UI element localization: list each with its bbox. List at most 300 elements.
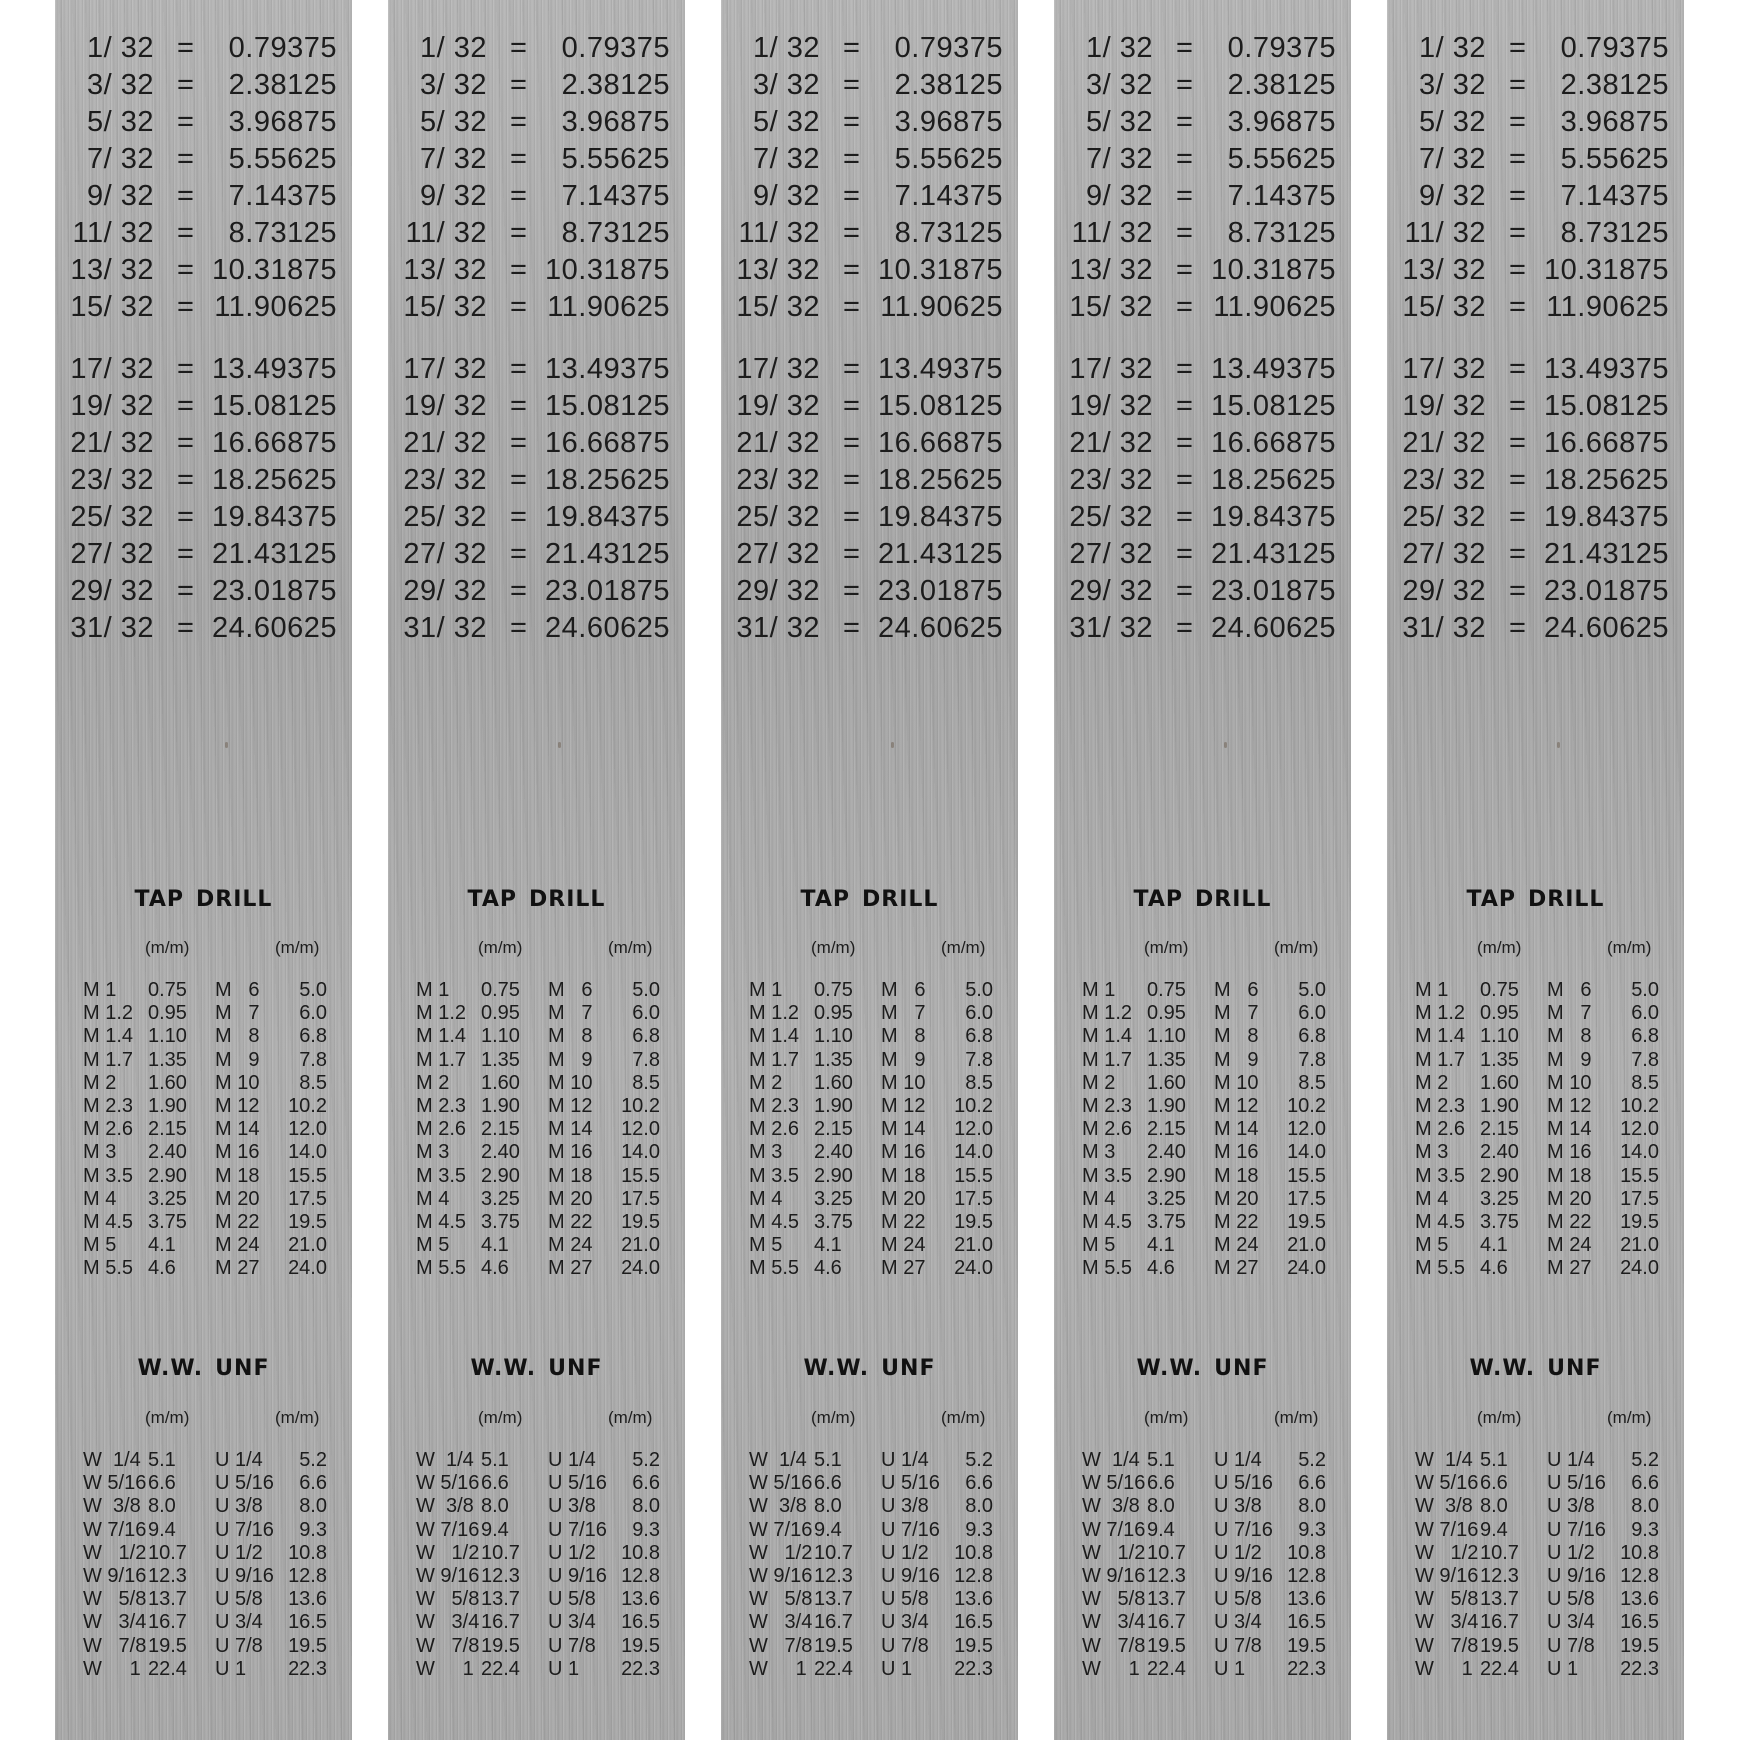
tap-drill-cell: 5.0	[1631, 979, 1659, 1001]
ww-unf-cell: 9.3	[299, 1518, 327, 1541]
ww-unf-cell: 16.5	[1287, 1611, 1326, 1634]
ww-unf-cell: W 7/8	[1415, 1634, 1479, 1657]
ww-unf-cell: 6.6	[1147, 1472, 1175, 1495]
tap-drill-row	[721, 1211, 1018, 1234]
millimeter-value: 16.66875	[212, 427, 337, 459]
millimeter-value: 8.73125	[894, 217, 1003, 249]
tap-drill-row	[1387, 1188, 1684, 1211]
equals-sign: =	[1176, 353, 1194, 385]
ww-unf-cell: U 7/16	[881, 1518, 940, 1541]
tap-drill-cell: 3.25	[1480, 1187, 1519, 1210]
tap-drill-cell: 4.6	[481, 1257, 509, 1280]
ruler-strip	[1054, 0, 1351, 1740]
tap-drill-cell: M 24	[881, 1234, 926, 1257]
fraction-value: 19/ 32	[403, 390, 487, 422]
ww-unf-cell: W 7/8	[749, 1634, 813, 1657]
ww-unf-cell: W 3/4	[416, 1611, 480, 1634]
tap-drill-cell: M 1	[1415, 979, 1449, 1001]
tap-drill-cell: M 5	[416, 1234, 450, 1257]
ww-unf-cell: 22.4	[814, 1657, 853, 1680]
tap-drill-cell: M 20	[1214, 1187, 1259, 1210]
tap-drill-cell: M 3.5	[83, 1164, 134, 1187]
millimeter-value: 10.31875	[1211, 254, 1336, 286]
tap-drill-cell: 3.25	[814, 1187, 853, 1210]
ww-unf-cell: W 3/4	[1082, 1611, 1146, 1634]
tap-drill-row	[55, 1188, 352, 1211]
tap-drill-cell: 15.5	[954, 1164, 993, 1187]
tap-drill-cell: M 22	[1214, 1211, 1259, 1233]
tap-drill-cell: 24.0	[1287, 1257, 1326, 1280]
fraction-value: 9/ 32	[1086, 180, 1153, 212]
tap-drill-cell: M 5.5	[1415, 1257, 1466, 1280]
fraction-value: 27/ 32	[1402, 538, 1486, 570]
tap-drill-cell: M 2.3	[1082, 1095, 1133, 1117]
tap-drill-cell: 6.8	[632, 1025, 660, 1048]
millimeter-value: 24.60625	[1211, 612, 1336, 644]
equals-sign: =	[510, 390, 528, 422]
fraction-value: 13/ 32	[1069, 254, 1153, 286]
tap-drill-cell: 1.35	[1147, 1048, 1186, 1071]
tap-drill-cell: M 16	[548, 1141, 593, 1164]
equals-sign: =	[1176, 538, 1194, 570]
ww-unf-row	[721, 1542, 1018, 1565]
fraction-value: 5/ 32	[1086, 106, 1153, 138]
equals-sign: =	[177, 353, 195, 385]
ww-unf-cell: 22.4	[148, 1657, 187, 1680]
ww-unf-cell: 19.5	[148, 1634, 187, 1657]
ww-unf-cell: U 1/4	[1547, 1449, 1595, 1471]
fraction-row	[1054, 141, 1351, 177]
tap-drill-cell: M 20	[1547, 1187, 1592, 1210]
fraction-value: 23/ 32	[70, 464, 154, 496]
ww-unf-row	[721, 1495, 1018, 1518]
ww-unf-cell: U 5/8	[548, 1588, 596, 1611]
fraction-value: 25/ 32	[1402, 501, 1486, 533]
fraction-row	[388, 462, 685, 498]
ww-unf-heading-a: W.W.	[803, 1356, 870, 1381]
equals-sign: =	[177, 575, 195, 607]
fraction-row	[55, 573, 352, 609]
fraction-value: 29/ 32	[403, 575, 487, 607]
tap-drill-cell: 15.5	[621, 1164, 660, 1187]
tap-drill-row	[721, 1234, 1018, 1257]
millimeter-value: 7.14375	[1560, 180, 1669, 212]
ww-unf-cell: 9.4	[1147, 1518, 1175, 1541]
tap-drill-cell: 2.90	[148, 1164, 187, 1187]
ww-unf-cell: 12.8	[954, 1565, 993, 1587]
ww-unf-cell: U 1/2	[548, 1541, 596, 1564]
tap-drill-cell: 2.90	[1480, 1164, 1519, 1187]
millimeter-value: 2.38125	[1227, 69, 1336, 101]
tap-drill-cell: M 14	[215, 1118, 260, 1141]
ww-unf-cell: U 3/8	[215, 1495, 263, 1518]
equals-sign: =	[1176, 575, 1194, 607]
fraction-value: 13/ 32	[403, 254, 487, 286]
fraction-value: 1/ 32	[87, 32, 154, 64]
fraction-row	[388, 388, 685, 424]
millimeter-value: 24.60625	[1544, 612, 1669, 644]
tap-drill-cell: M 10	[1214, 1071, 1259, 1094]
fraction-row	[388, 536, 685, 572]
fraction-row	[55, 215, 352, 251]
ww-unf-cell: 6.6	[299, 1472, 327, 1495]
ww-unf-cell: U 5/16	[1547, 1472, 1606, 1495]
tap-drill-cell: 10.2	[954, 1095, 993, 1117]
millimeter-value: 10.31875	[545, 254, 670, 286]
tap-drill-cell: 2.40	[1147, 1141, 1186, 1164]
millimeter-value: 7.14375	[561, 180, 670, 212]
equals-sign: =	[1509, 538, 1527, 570]
equals-sign: =	[1509, 291, 1527, 323]
tap-drill-cell: 24.0	[1620, 1257, 1659, 1280]
ww-unf-cell: 10.8	[954, 1541, 993, 1564]
equals-sign: =	[177, 501, 195, 533]
millimeter-value: 24.60625	[545, 612, 670, 644]
equals-sign: =	[1176, 180, 1194, 212]
tap-drill-cell: M 1.2	[416, 1002, 467, 1025]
tap-drill-cell: M 4	[83, 1187, 117, 1210]
ww-unit-left: (m/m)	[145, 1408, 190, 1427]
ww-unf-cell: 22.4	[1147, 1657, 1186, 1680]
tap-drill-cell: 14.0	[1287, 1141, 1326, 1164]
millimeter-value: 11.90625	[214, 291, 337, 323]
tap-drill-row	[55, 979, 352, 1002]
equals-sign: =	[510, 143, 528, 175]
millimeter-value: 3.96875	[1560, 106, 1669, 138]
millimeter-value: 7.14375	[228, 180, 337, 212]
tap-drill-cell: 0.75	[1147, 979, 1186, 1001]
ww-unf-cell: 6.6	[481, 1472, 509, 1495]
tap-drill-row	[55, 1211, 352, 1234]
ww-unf-cell: U 5/16	[881, 1472, 940, 1495]
fraction-row	[721, 252, 1018, 288]
tap-drill-cell: 3.25	[481, 1187, 520, 1210]
ww-unf-cell: 9.4	[481, 1518, 509, 1541]
fraction-value: 1/ 32	[1419, 32, 1486, 64]
tap-drill-cell: 10.2	[621, 1095, 660, 1117]
tap-drill-cell: M 1.4	[1415, 1025, 1466, 1048]
tap-drill-cell: 0.75	[1480, 979, 1519, 1001]
ww-unf-cell: W 5/16	[1082, 1472, 1146, 1495]
fraction-row	[1387, 610, 1684, 646]
fraction-row	[388, 289, 685, 325]
fraction-row	[1054, 289, 1351, 325]
tap-drill-cell: M 20	[548, 1187, 593, 1210]
millimeter-value: 23.01875	[1544, 575, 1669, 607]
tap-drill-cell: 12.0	[954, 1118, 993, 1141]
fraction-row	[1387, 30, 1684, 66]
ww-unf-row	[1054, 1658, 1351, 1681]
tap-drill-cell: M 1.7	[83, 1048, 134, 1071]
fraction-value: 11/ 32	[1071, 217, 1153, 249]
tap-drill-cell: 19.5	[954, 1211, 993, 1233]
ww-unf-row	[721, 1449, 1018, 1472]
ww-unf-row	[55, 1611, 352, 1634]
tap-drill-cell: M 9	[1214, 1048, 1259, 1071]
fraction-value: 3/ 32	[420, 69, 487, 101]
equals-sign: =	[1176, 501, 1194, 533]
tap-unit-left: (m/m)	[145, 938, 190, 957]
ww-unf-row	[55, 1542, 352, 1565]
tap-drill-cell: 15.5	[1287, 1164, 1326, 1187]
ww-unf-cell: 5.1	[1147, 1449, 1175, 1471]
tap-drill-cell: 4.6	[814, 1257, 842, 1280]
tap-drill-cell: M 16	[881, 1141, 926, 1164]
fraction-row	[1387, 499, 1684, 535]
millimeter-value: 13.49375	[212, 353, 337, 385]
ww-unf-row	[388, 1542, 685, 1565]
ww-unf-cell: 12.3	[148, 1565, 187, 1587]
tap-drill-cell: M 4.5	[749, 1211, 800, 1233]
ww-unf-cell: U 7/16	[215, 1518, 274, 1541]
ww-unf-cell: U 1	[1214, 1657, 1246, 1680]
ww-unit-left: (m/m)	[1477, 1408, 1522, 1427]
ww-unf-cell: 22.3	[954, 1657, 993, 1680]
ww-unf-row	[55, 1635, 352, 1658]
ww-unf-cell: 19.5	[621, 1634, 660, 1657]
fraction-value: 21/ 32	[736, 427, 820, 459]
fraction-value: 9/ 32	[1419, 180, 1486, 212]
ww-unf-cell: U 7/8	[1547, 1634, 1595, 1657]
fraction-value: 31/ 32	[70, 612, 154, 644]
equals-sign: =	[177, 217, 195, 249]
ww-unf-heading-a: W.W.	[1136, 1356, 1203, 1381]
ww-unf-cell: 6.6	[1298, 1472, 1326, 1495]
ww-unf-cell: 9.3	[1631, 1518, 1659, 1541]
fraction-value: 13/ 32	[1402, 254, 1486, 286]
ww-unf-row	[1054, 1611, 1351, 1634]
tap-drill-cell: 21.0	[621, 1234, 660, 1257]
tap-drill-cell: M 1.2	[749, 1002, 800, 1025]
tap-drill-row	[388, 1118, 685, 1141]
tap-drill-cell: 4.1	[148, 1234, 176, 1257]
ww-unf-cell: U 3/4	[548, 1611, 596, 1634]
tap-drill-cell: 0.75	[481, 979, 520, 1001]
equals-sign: =	[177, 390, 195, 422]
ww-unf-cell: U 7/16	[548, 1518, 607, 1541]
fraction-row	[1387, 141, 1684, 177]
tap-drill-cell: M 27	[1547, 1257, 1592, 1280]
stamp-mark	[558, 742, 561, 748]
tap-drill-row	[388, 1002, 685, 1025]
fraction-value: 23/ 32	[736, 464, 820, 496]
fraction-value: 31/ 32	[1069, 612, 1153, 644]
fraction-value: 15/ 32	[403, 291, 487, 323]
tap-drill-row	[1387, 1234, 1684, 1257]
fraction-value: 11/ 32	[72, 217, 154, 249]
ww-unf-cell: 13.6	[1620, 1588, 1659, 1611]
fraction-value: 13/ 32	[736, 254, 820, 286]
fraction-row	[1387, 462, 1684, 498]
millimeter-value: 0.79375	[228, 32, 337, 64]
ww-unf-cell: U 7/8	[548, 1634, 596, 1657]
ww-unf-cell: 16.5	[621, 1611, 660, 1634]
millimeter-value: 18.25625	[545, 464, 670, 496]
ww-unf-cell: 5.2	[1298, 1449, 1326, 1471]
tap-drill-row	[721, 1072, 1018, 1095]
millimeter-value: 2.38125	[561, 69, 670, 101]
tap-drill-row	[388, 1234, 685, 1257]
equals-sign: =	[177, 32, 195, 64]
tap-drill-cell: 5.0	[632, 979, 660, 1001]
fraction-value: 31/ 32	[736, 612, 820, 644]
tap-drill-row	[55, 1095, 352, 1118]
tap-drill-row	[721, 1188, 1018, 1211]
ww-unf-cell: W 9/16	[749, 1565, 813, 1587]
ww-unf-cell: 9.4	[148, 1518, 176, 1541]
equals-sign: =	[510, 612, 528, 644]
tap-drill-cell: M 12	[1214, 1095, 1259, 1117]
ww-unf-row	[721, 1611, 1018, 1634]
tap-drill-row	[721, 1002, 1018, 1025]
tap-drill-cell: 1.35	[481, 1048, 520, 1071]
tap-drill-cell: M 1.2	[83, 1002, 134, 1025]
tap-drill-cell: M 7	[215, 1002, 260, 1025]
ww-unf-cell: W 1/4	[416, 1449, 474, 1471]
ww-unf-cell: U 7/8	[881, 1634, 929, 1657]
millimeter-value: 15.08125	[212, 390, 337, 422]
equals-sign: =	[177, 464, 195, 496]
tap-drill-cell: 2.90	[814, 1164, 853, 1187]
ww-unf-cell: U 9/16	[548, 1565, 607, 1587]
tap-drill-cell: 3.25	[148, 1187, 187, 1210]
tap-drill-heading	[1387, 887, 1684, 912]
tap-drill-cell: M 4.5	[83, 1211, 134, 1233]
ww-unf-cell: W 1/2	[416, 1541, 480, 1564]
ww-unf-cell: W 3/8	[749, 1495, 807, 1518]
fraction-value: 19/ 32	[70, 390, 154, 422]
tap-drill-cell: 7.8	[1631, 1048, 1659, 1071]
millimeter-value: 5.55625	[894, 143, 1003, 175]
fraction-row	[1054, 252, 1351, 288]
tap-drill-cell: 1.90	[481, 1095, 520, 1117]
millimeter-value: 11.90625	[547, 291, 670, 323]
tap-drill-cell: 0.95	[814, 1002, 853, 1025]
equals-sign: =	[510, 106, 528, 138]
tap-drill-cell: 0.95	[1480, 1002, 1519, 1025]
tap-drill-cell: 14.0	[288, 1141, 327, 1164]
tap-drill-cell: 2.15	[148, 1118, 187, 1141]
tap-drill-cell: 21.0	[1620, 1234, 1659, 1257]
tap-drill-cell: 4.6	[148, 1257, 176, 1280]
tap-unit-right: (m/m)	[941, 938, 986, 957]
ww-unf-cell: U 7/8	[1214, 1634, 1262, 1657]
equals-sign: =	[843, 106, 861, 138]
fraction-row	[721, 610, 1018, 646]
equals-sign: =	[843, 501, 861, 533]
tap-drill-cell: 19.5	[621, 1211, 660, 1233]
equals-sign: =	[1509, 427, 1527, 459]
tap-drill-cell: 8.5	[632, 1071, 660, 1094]
ww-unf-cell: W 7/8	[83, 1634, 147, 1657]
ww-unf-cell: 8.0	[1298, 1495, 1326, 1518]
millimeter-value: 19.84375	[212, 501, 337, 533]
fraction-value: 7/ 32	[1419, 143, 1486, 175]
tap-drill-row	[1054, 1165, 1351, 1188]
tap-drill-cell: M 3.5	[1082, 1164, 1133, 1187]
ww-unf-cell: U 1	[215, 1657, 247, 1680]
ww-unf-row	[1387, 1588, 1684, 1611]
ww-unf-row	[721, 1519, 1018, 1542]
equals-sign: =	[843, 217, 861, 249]
ww-unf-cell: 12.8	[621, 1565, 660, 1587]
tap-drill-row	[1387, 1002, 1684, 1025]
tap-drill-cell: 6.8	[1298, 1025, 1326, 1048]
millimeter-value: 23.01875	[1211, 575, 1336, 607]
tap-drill-cell: 17.5	[954, 1187, 993, 1210]
ww-unf-cell: 19.5	[1287, 1634, 1326, 1657]
tap-drill-cell: 1.90	[1480, 1095, 1519, 1117]
stamp-mark	[225, 742, 228, 748]
tap-drill-cell: M 1.4	[749, 1025, 800, 1048]
millimeter-value: 5.55625	[228, 143, 337, 175]
ww-unf-cell: U 9/16	[1547, 1565, 1606, 1587]
ww-unf-row	[55, 1472, 352, 1495]
tap-drill-cell: 1.35	[814, 1048, 853, 1071]
ww-unf-row	[388, 1449, 685, 1472]
tap-drill-row	[1054, 1234, 1351, 1257]
ww-unf-cell: 13.7	[481, 1588, 520, 1611]
tap-drill-cell: M 1.4	[83, 1025, 134, 1048]
fraction-value: 9/ 32	[753, 180, 820, 212]
tap-drill-cell: 4.6	[1147, 1257, 1175, 1280]
fraction-row	[55, 351, 352, 387]
millimeter-value: 16.66875	[878, 427, 1003, 459]
fraction-row	[1387, 252, 1684, 288]
ww-unf-heading-b: UNF	[215, 1356, 270, 1381]
ww-unf-row	[388, 1658, 685, 1681]
ww-unf-heading-b: UNF	[1547, 1356, 1602, 1381]
millimeter-value: 13.49375	[545, 353, 670, 385]
tap-drill-row	[55, 1257, 352, 1280]
millimeter-value: 0.79375	[561, 32, 670, 64]
ww-unf-cell: 22.3	[1620, 1657, 1659, 1680]
millimeter-value: 18.25625	[878, 464, 1003, 496]
millimeter-value: 5.55625	[1227, 143, 1336, 175]
tap-drill-row	[1054, 1257, 1351, 1280]
tap-drill-cell: 1.10	[1480, 1025, 1519, 1048]
tap-drill-cell: M 4	[1415, 1187, 1449, 1210]
tap-drill-row	[388, 1188, 685, 1211]
fraction-row	[1387, 536, 1684, 572]
equals-sign: =	[843, 291, 861, 323]
fraction-row	[1054, 104, 1351, 140]
ww-unf-cell: 10.7	[814, 1541, 853, 1564]
equals-sign: =	[1509, 69, 1527, 101]
fraction-value: 1/ 32	[420, 32, 487, 64]
millimeter-value: 16.66875	[1211, 427, 1336, 459]
fraction-row	[1054, 462, 1351, 498]
fraction-row	[1054, 573, 1351, 609]
fraction-row	[721, 67, 1018, 103]
equals-sign: =	[510, 217, 528, 249]
tap-drill-row	[1054, 1095, 1351, 1118]
millimeter-value: 15.08125	[1544, 390, 1669, 422]
tap-drill-cell: 5.0	[1298, 979, 1326, 1001]
ww-unf-cell: U 5/8	[1547, 1588, 1595, 1611]
tap-drill-cell: 1.90	[1147, 1095, 1186, 1117]
ww-unf-cell: U 5/8	[215, 1588, 263, 1611]
ww-unf-cell: 10.7	[481, 1541, 520, 1564]
ww-unf-cell: 8.0	[965, 1495, 993, 1518]
ww-unf-cell: W 7/8	[1082, 1634, 1146, 1657]
tap-drill-cell: 12.0	[288, 1118, 327, 1141]
fraction-value: 23/ 32	[1069, 464, 1153, 496]
millimeter-value: 7.14375	[894, 180, 1003, 212]
fraction-value: 27/ 32	[1069, 538, 1153, 570]
tap-drill-cell: 3.75	[814, 1211, 853, 1233]
tap-drill-cell: M 5	[83, 1234, 117, 1257]
